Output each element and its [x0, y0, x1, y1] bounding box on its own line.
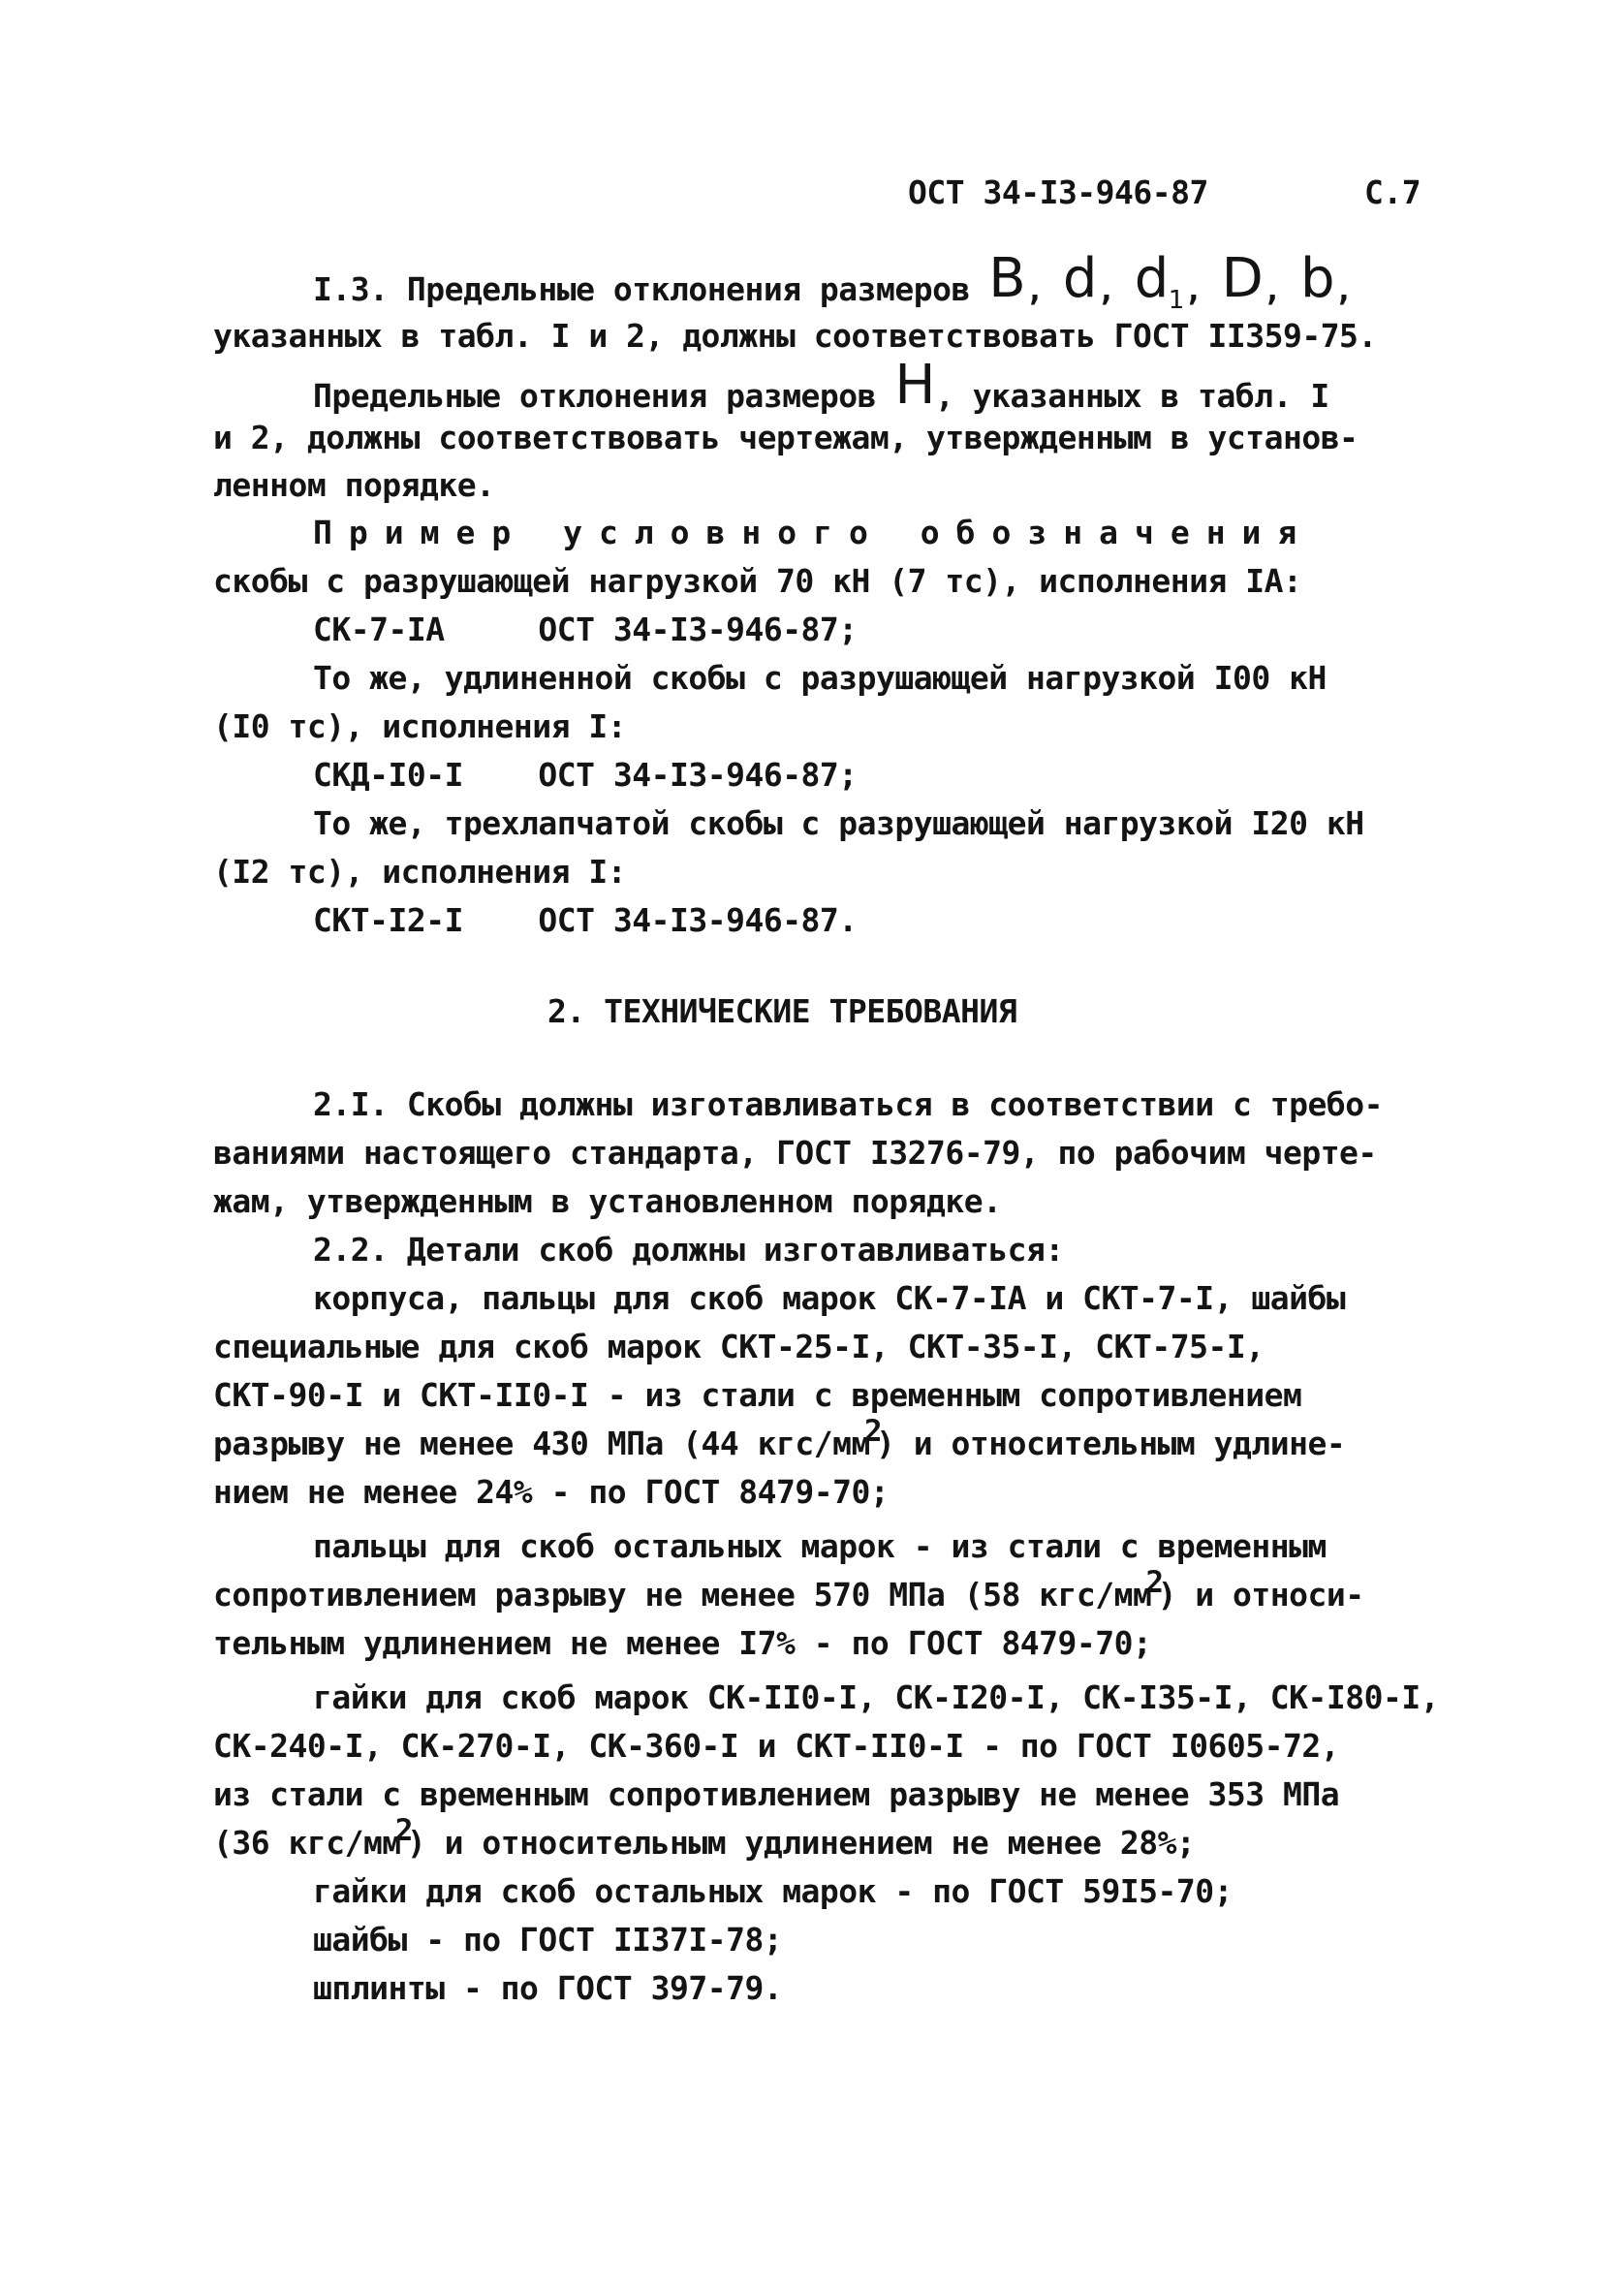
- designation-3: СКТ-I2-I ОСТ 34-I3-946-87.: [313, 901, 858, 939]
- s13-line3: Предельные отклонения размеров H, указанных в табл. I: [313, 354, 1329, 417]
- section-2-title: 2. ТЕХНИЧЕСКИЕ ТРЕБОВАНИЯ: [547, 992, 1017, 1030]
- s13-line12: То же, трехлапчатой скобы с разрушающей нагрузкой I20 кН: [313, 804, 1364, 842]
- s2-line5: корпуса, пальцы для скоб марок СК-7-IА и СКТ-7-I, шайбы: [313, 1279, 1346, 1317]
- s2-line13: гайки для скоб марок СК-II0-I, СК-I20-I, СК-I35-I, СК-I80-I,: [313, 1678, 1440, 1716]
- s13-line10: (I0 тс), исполнения I:: [213, 707, 627, 745]
- symbol-H: H: [894, 354, 936, 417]
- symbol-d: d: [1062, 247, 1097, 310]
- s2-line3: жам, утвержденным в установленном порядке.: [213, 1182, 1002, 1220]
- superscript-2: 2: [394, 1813, 413, 1848]
- s2-line16: (36 кгс/мм2) и относительным удлинением не менее 28%;: [213, 1813, 1196, 1862]
- symbol-B: B: [988, 247, 1026, 310]
- doc-id: ОСТ 34-I3-946-87: [908, 173, 1208, 211]
- designation-1: СК-7-IА ОСТ 34-I3-946-87;: [313, 611, 858, 648]
- s13-line5: ленном порядке.: [213, 466, 495, 504]
- s2-line18: шайбы - по ГОСТ II37I-78;: [313, 1921, 783, 1959]
- designation-2: СКД-I0-I ОСТ 34-I3-946-87;: [313, 756, 858, 794]
- s2-line14: СК-240-I, СК-270-I, СК-360-I и СКТ-II0-I - по ГОСТ I0605-72,: [213, 1727, 1340, 1765]
- s2-line1: 2.I. Скобы должны изготавливаться в соответствии с требо-: [313, 1085, 1383, 1123]
- s2-line15: из стали с временным сопротивлением разрыву не менее 353 МПа: [213, 1775, 1340, 1813]
- symbol-D: D: [1221, 247, 1264, 310]
- s13-line2: указанных в табл. I и 2, должны соответствовать ГОСТ II359-75.: [213, 317, 1377, 355]
- s2-line11: сопротивлением разрыву не менее 570 МПа (58 кгс/мм2) и относи-: [213, 1565, 1364, 1614]
- s13-line4: и 2, должны соответствовать чертежам, утвержденным в установ-: [213, 419, 1359, 456]
- superscript-2: 2: [863, 1414, 883, 1449]
- s2-line19: шплинты - по ГОСТ 397-79.: [313, 1969, 783, 2007]
- superscript-2: 2: [1145, 1565, 1164, 1600]
- s2-line10: пальцы для скоб остальных марок - из стали с временным: [313, 1527, 1327, 1565]
- s13-line1: I.3. Предельные отклонения размеров B, d, $d_1$, D, b,: [313, 247, 1354, 315]
- s2-line17: гайки для скоб остальных марок - по ГОСТ 59I5-70;: [313, 1872, 1234, 1910]
- symbol-d1: $d_1$: [1134, 247, 1184, 315]
- s13-line13: (I2 тс), исполнения I:: [213, 853, 627, 891]
- example-heading: Пример условного обозначения: [313, 514, 1314, 551]
- s2-line6: специальные для скоб марок СКТ-25-I, СКТ-35-I, СКТ-75-I,: [213, 1328, 1265, 1365]
- s2-line2: ваниями настоящего стандарта, ГОСТ I3276-79, по рабочим черте-: [213, 1134, 1377, 1172]
- s2-line7: СКТ-90-I и СКТ-II0-I - из стали с временным сопротивлением: [213, 1376, 1302, 1414]
- s13-line9: То же, удлиненной скобы с разрушающей нагрузкой I00 кН: [313, 659, 1327, 697]
- symbol-b: b: [1299, 247, 1334, 310]
- page-number: С.7: [1364, 173, 1421, 211]
- s2-line8: разрыву не менее 430 МПа (44 кгс/мм2) и относительным удлине-: [213, 1414, 1346, 1462]
- s13-line7: скобы с разрушающей нагрузкой 70 кН (7 тс), исполнения IА:: [213, 562, 1302, 600]
- s2-line4: 2.2. Детали скоб должны изготавливаться:: [313, 1231, 1064, 1269]
- s2-line9: нием не менее 24% - по ГОСТ 8479-70;: [213, 1473, 890, 1511]
- s2-line12: тельным удлинением не менее I7% - по ГОСТ 8479-70;: [213, 1624, 1152, 1662]
